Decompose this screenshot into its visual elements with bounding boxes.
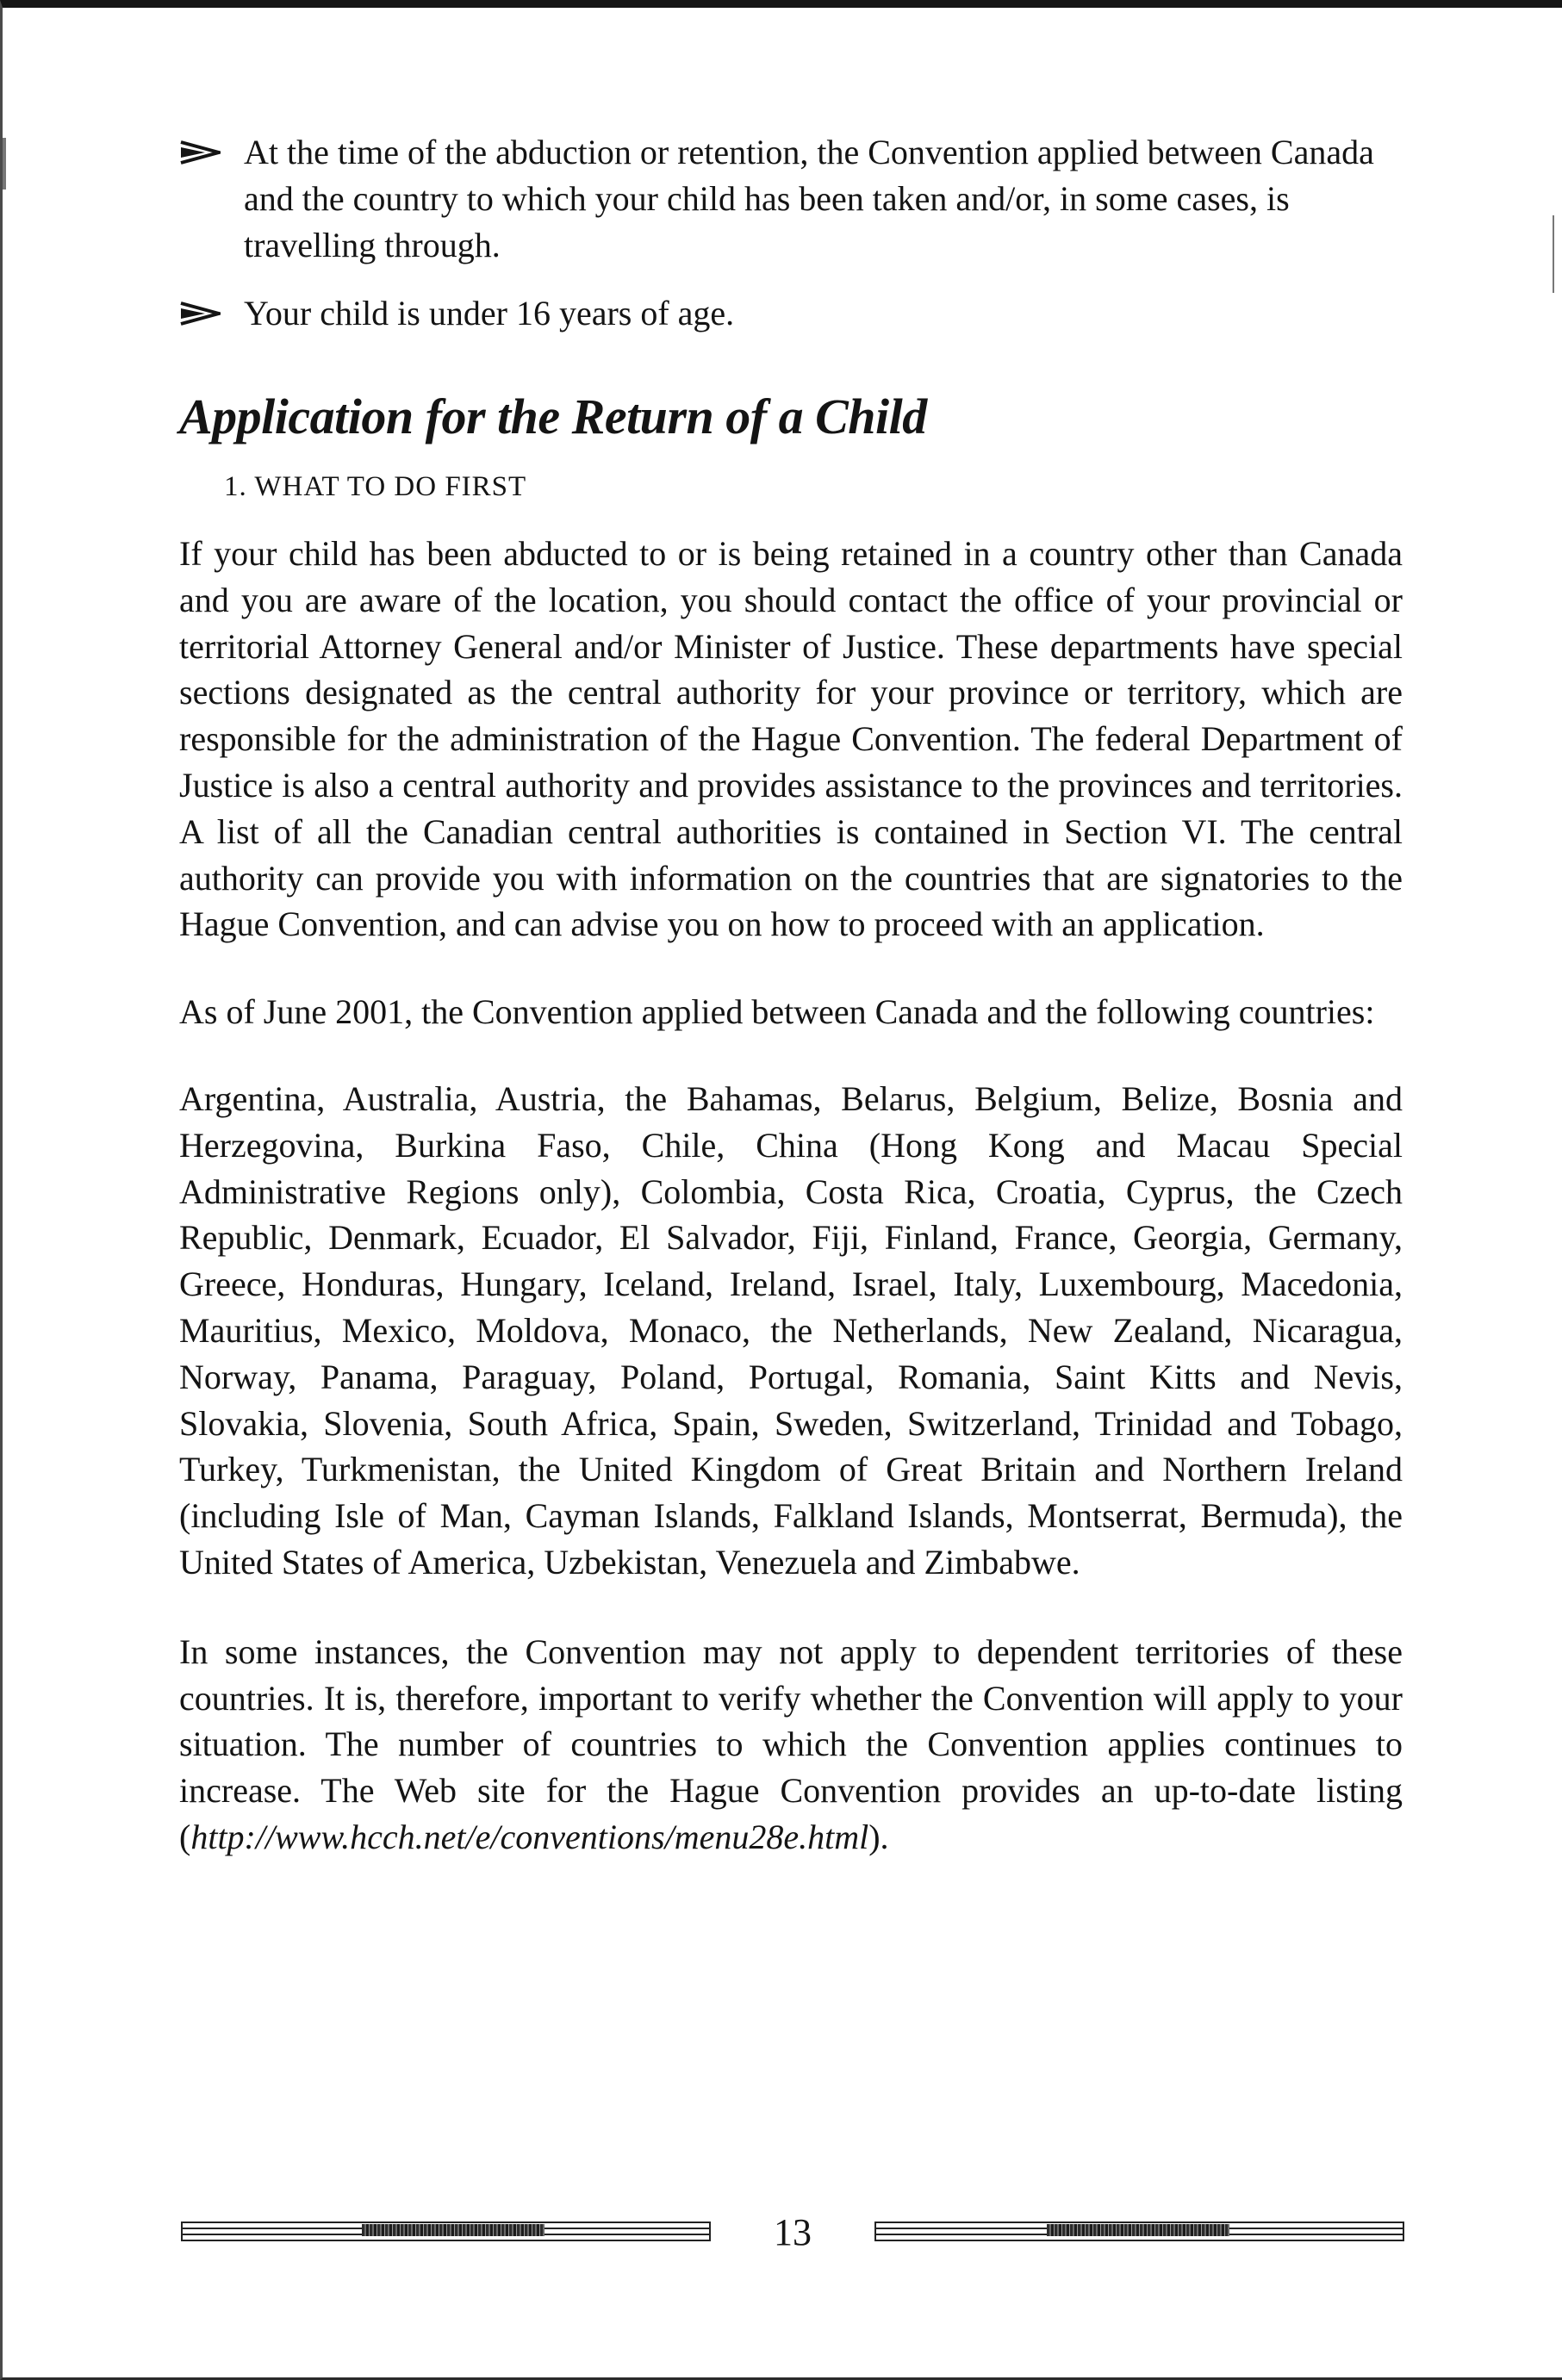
hague-url-link[interactable]: http://www.hcch.net/e/conventions/menu28e.html	[190, 1817, 869, 1856]
section-heading: Application for the Return of a Child	[179, 388, 927, 444]
page-footer	[181, 2211, 1404, 2263]
bullet-item	[179, 290, 1403, 337]
paragraph-text: In some instances, the Convention may not apply to dependent territories of these countries. It is, therefore, important to verify whether the Convention will apply to your situation. The number of countries to which the Convention applies continues to increase. The Web site for the Hague Convention provides an up-to-date listing (	[179, 1631, 1403, 1856]
scan-speck	[1553, 215, 1554, 293]
paragraph-dependent-territories	[179, 1629, 1403, 1861]
bullet-text: Your child is under 16 years of age.	[244, 294, 735, 332]
paragraph-country-list: Argentina, Australia, Austria, the Bahamas, Belarus, Belgium, Belize, Bosnia and Herzegovina, Burkina Faso, Chile, China (Hong Kong and Macau Special Administrative Regions only), Colombia, Costa Rica, Croatia, Cyprus, the Czech Republic, Denmark, Ecuador, El Salvador, Fiji, Finland, France, Georgia, Germany, Greece, Honduras, Hungary, Iceland, Ireland, Israel, Italy, Luxembourg, Macedonia, Mauritius, Mexico, Moldova, Monaco, the Netherlands, New Zealand, Nicaragua, Norway, Panama, Paraguay, Poland, Portugal, Romania, Saint Kitts and Nevis, Slovakia, Slovenia, South Africa, Spain, Sweden, Switzerland, Trinidad and Tobago, Turkey, Turkmenistan, the United Kingdom of Great Britain and Northern Ireland (including Isle of Man, Cayman Islands, Falkland Islands, Montserrat, Bermuda), the United States of America, Uzbekistan, Venezuela and Zimbabwe.	[179, 1078, 1403, 1581]
bullet-text: At the time of the abduction or retention, the Convention applied between Canada and the country to which your child has been taken and/or, in some cases, is travelling through.	[244, 133, 1374, 264]
paragraph-as-of-june: As of June 2001, the Convention applied between Canada and the following countries:	[179, 992, 1375, 1032]
page-number: 13	[774, 2211, 812, 2253]
paragraph-what-to-do: If your child has been abducted to or is being retained in a country other than Canada and you are aware of the location, you should contact the office of your provincial or territorial Attorney General and/or Minister of Justice. These departments have special sections designated as the central authority for your province or territory, which are responsible for the administration of the Hague Convention. The federal Department of Justice is also a central authority and provides assistance to the provinces and territories. A list of all the Canadian central authorities is contained in Section VI. The central authority can provide you with information on the countries that are signatories to the Hague Convention, and can advise you on how to proceed with an application.	[179, 534, 1403, 944]
paragraph-end: ).	[868, 1817, 889, 1856]
bullet-list	[179, 129, 1403, 337]
footer-rule-right	[874, 2222, 1404, 2240]
arrowhead-bullet-icon	[179, 298, 221, 329]
bullet-item	[179, 129, 1403, 269]
subheading: 1. WHAT TO DO FIRST	[224, 471, 527, 502]
footer-rule-left	[181, 2222, 711, 2240]
document-body	[179, 129, 1403, 1861]
arrowhead-bullet-icon	[179, 137, 221, 168]
scan-speck	[3, 138, 6, 190]
